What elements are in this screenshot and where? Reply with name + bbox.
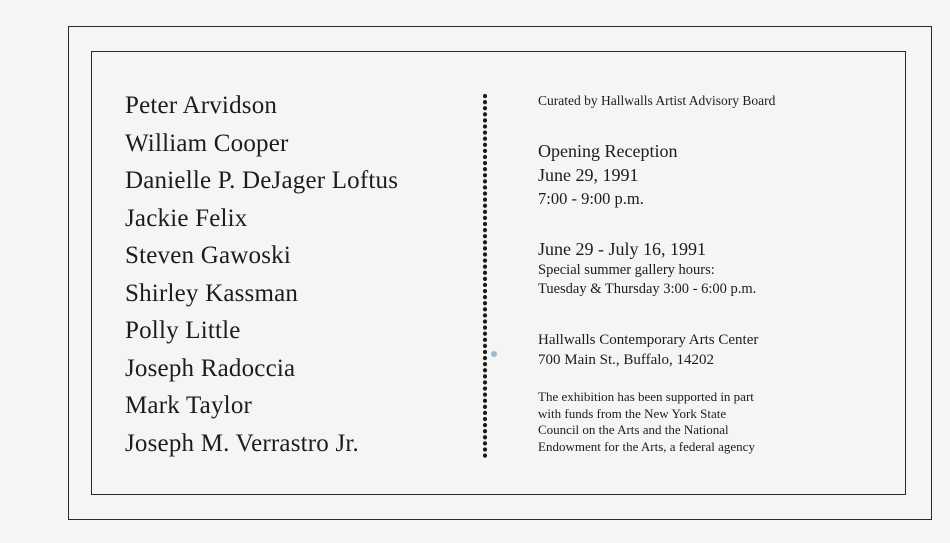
funding-line: The exhibition has been supported in part xyxy=(538,389,754,404)
ink-speck xyxy=(491,351,497,357)
exhibition-dates: June 29 - July 16, 1991 xyxy=(538,239,706,259)
funding-credit xyxy=(538,389,802,455)
artist-name: Joseph Radoccia xyxy=(125,354,296,382)
gallery-hours-label: Special summer gallery hours: xyxy=(538,262,715,278)
exhibition-dates-block xyxy=(538,238,828,298)
artist-name: Steven Gawoski xyxy=(125,242,291,269)
funding-line: with funds from the New York State xyxy=(538,405,727,421)
reception-time: 7:00 - 9:00 p.m. xyxy=(538,189,644,208)
artist-name: Polly Little xyxy=(125,317,241,344)
reception-heading: Opening Reception xyxy=(538,141,678,161)
artist-name: Danielle P. DeJager Loftus xyxy=(125,167,399,194)
artist-name: Joseph M. Verrastro Jr. xyxy=(125,429,359,457)
artist-name: Mark Taylor xyxy=(125,392,253,419)
artist-name: William Cooper xyxy=(125,129,289,157)
funding-line: Endowment for the Arts, a federal agency xyxy=(538,438,755,454)
venue-address: 700 Main St., Buffalo, 14202 xyxy=(538,351,714,368)
artist-list xyxy=(125,87,398,462)
reception-date: June 29, 1991 xyxy=(538,164,639,185)
venue-name: Hallwalls Contemporary Arts Center xyxy=(538,332,759,348)
dotted-divider xyxy=(482,93,488,459)
funding-line: Council on the Arts and the National xyxy=(538,422,729,437)
artist-name: Jackie Felix xyxy=(125,204,248,232)
curator-credit: Curated by Hallwalls Artist Advisory Board xyxy=(538,93,776,108)
artist-name: Peter Arvidson xyxy=(125,92,278,119)
gallery-hours: Tuesday & Thursday 3:00 - 6:00 p.m. xyxy=(538,280,757,297)
venue-block xyxy=(538,331,828,370)
opening-reception-block xyxy=(538,140,828,211)
artist-name: Shirley Kassman xyxy=(125,279,299,307)
